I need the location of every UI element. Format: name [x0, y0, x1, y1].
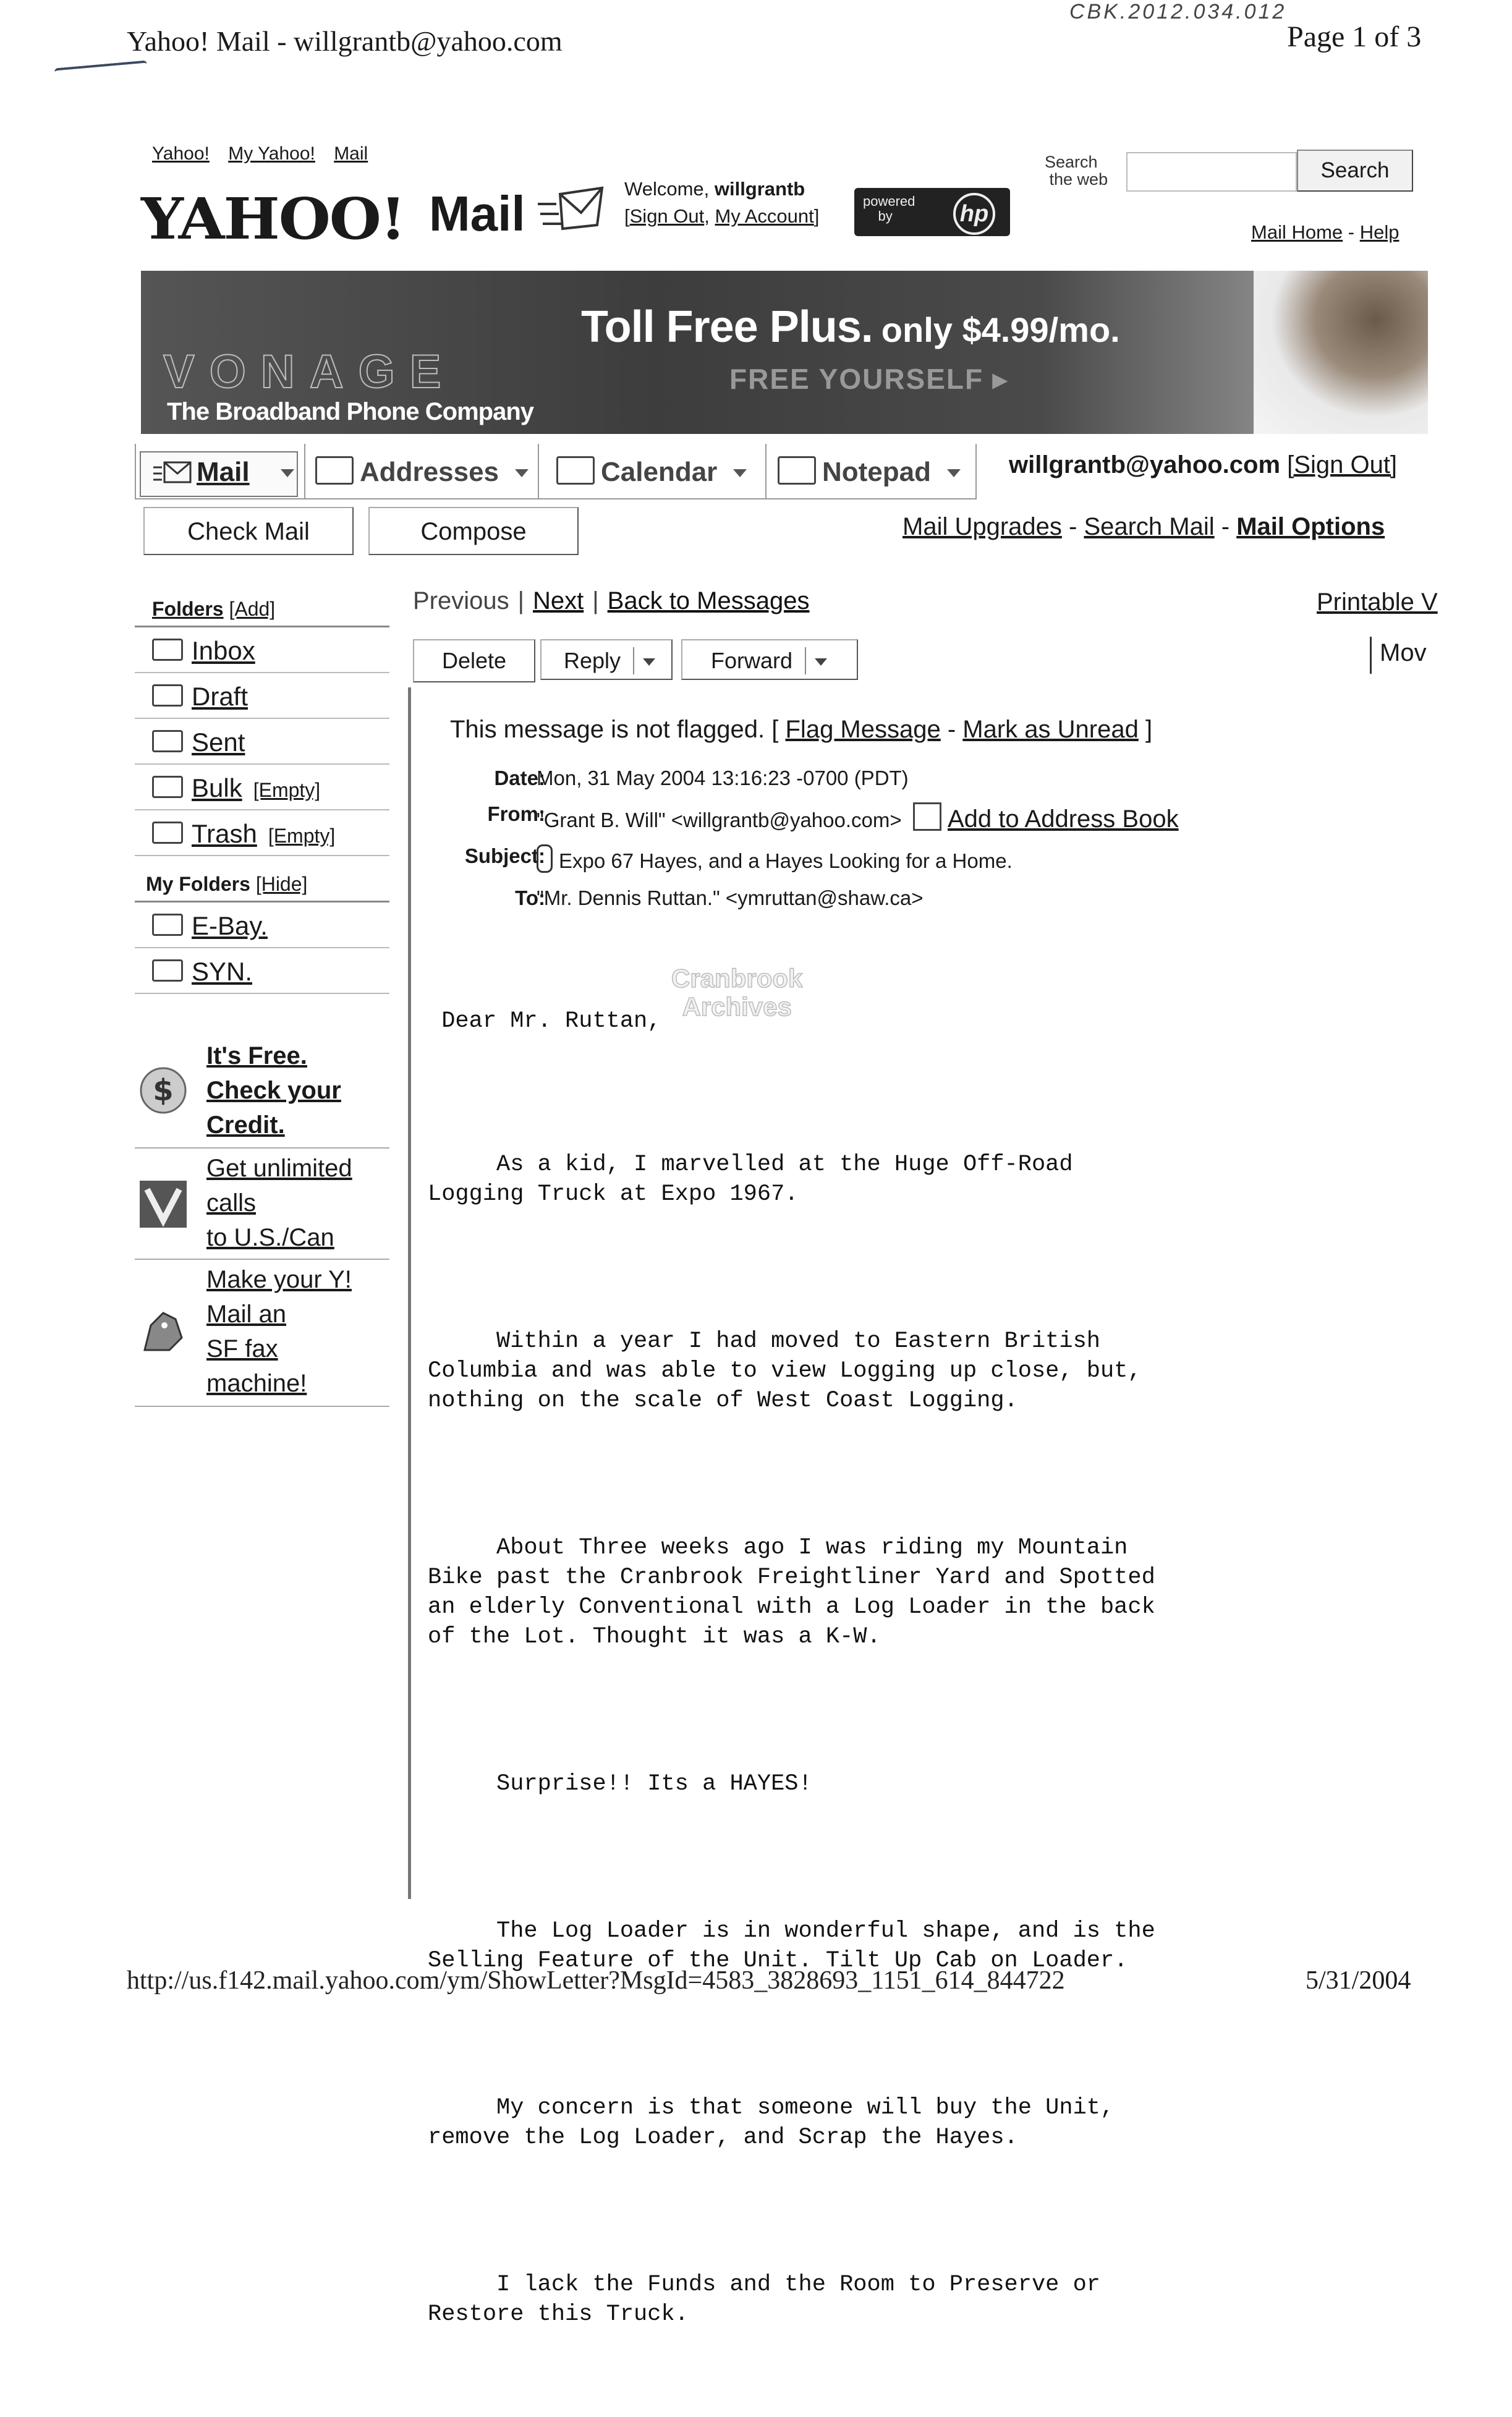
tab-addresses-label: Addresses — [360, 457, 499, 487]
header-subject — [0, 844, 1512, 873]
flag-message-link[interactable]: Flag Message — [785, 716, 941, 743]
watermark-line2: Archives — [682, 992, 792, 1021]
tab-mail[interactable] — [153, 444, 294, 498]
body-paragraph: Surprise!! Its a HAYES! — [428, 1771, 812, 1797]
folder-draft[interactable] — [135, 673, 389, 719]
add-to-address-book[interactable] — [913, 805, 1179, 833]
message-body — [428, 947, 1392, 2417]
hp-by: by — [878, 208, 893, 224]
option-links: Mail Upgrades - Search Mail - Mail Options — [903, 513, 1385, 540]
top-links — [152, 143, 381, 164]
search-label — [1045, 153, 1108, 188]
banner-price: only $4.99/mo. — [881, 310, 1120, 349]
mail-link[interactable]: Mail — [334, 143, 368, 164]
promo-fax-line1: Make your Y! — [206, 1266, 352, 1293]
account-info — [1009, 451, 1397, 479]
folder-draft-label: Draft — [192, 682, 248, 711]
delete-button[interactable]: Delete — [413, 639, 535, 682]
promo-calls-line1: Get unlimited — [206, 1155, 352, 1182]
search-mail-link[interactable]: Search Mail — [1084, 513, 1215, 540]
tab-addresses[interactable] — [315, 444, 529, 498]
flag-end: ] — [1138, 716, 1153, 743]
forward-dropdown-icon[interactable] — [815, 658, 827, 666]
welcome-user: willgrantb — [714, 178, 805, 200]
banner-tagline: The Broadband Phone Company — [167, 398, 534, 425]
account-email: willgrantb@yahoo.com — [1009, 451, 1281, 478]
forward-button[interactable] — [681, 639, 858, 680]
promo-credit-line3: Credit. — [206, 1111, 285, 1139]
add-folder-link[interactable]: [Add] — [229, 598, 276, 620]
mail-home-link[interactable]: Mail Home — [1251, 221, 1343, 243]
previous-link[interactable]: Previous — [413, 587, 509, 614]
main-tabs — [135, 444, 977, 499]
reply-dropdown-icon[interactable] — [643, 658, 655, 666]
promo-fax-line4: machine! — [206, 1370, 307, 1397]
tab-calendar-label: Calendar — [601, 457, 718, 487]
draft-folder-icon — [152, 684, 183, 707]
hp-powered: powered — [863, 193, 915, 209]
welcome-prefix: Welcome, — [624, 178, 715, 200]
address-book-icon — [913, 802, 941, 831]
account-sign-out-link[interactable]: [Sign Out] — [1287, 451, 1398, 478]
from-address: "Grant B. Will" <willgrantb@yahoo.com> — [537, 809, 902, 831]
date-value: Mon, 31 May 2004 13:16:23 -0700 (PDT) — [537, 767, 909, 789]
my-yahoo-link[interactable]: My Yahoo! — [228, 143, 315, 164]
to-label: To: — [515, 886, 545, 909]
calendar-icon — [556, 456, 595, 485]
folders-heading-link[interactable]: Folders — [152, 598, 224, 620]
attachment-paperclip-icon — [537, 844, 553, 873]
folder-syn-label: SYN. — [192, 957, 253, 986]
empty-trash-link[interactable]: [Empty] — [268, 825, 336, 847]
svg-text:$: $ — [153, 1073, 174, 1108]
message-nav: Previous | Next | Back to Messages — [413, 587, 810, 614]
forward-label: Forward — [711, 648, 793, 673]
notepad-icon — [778, 456, 816, 485]
promo-calls-line2: calls — [206, 1189, 257, 1217]
mail-icon — [153, 460, 192, 485]
promo-fax[interactable] — [135, 1262, 389, 1407]
folder-syn[interactable] — [135, 948, 389, 994]
yahoo-logo[interactable]: YAHOO! — [141, 185, 406, 252]
mail-options-link[interactable]: Mail Options — [1236, 513, 1385, 540]
fax-creature-icon — [138, 1307, 188, 1356]
add-to-address-book-link: Add to Address Book — [948, 805, 1179, 833]
banner-photo — [1254, 271, 1428, 434]
tab-calendar-dropdown-icon[interactable] — [733, 469, 747, 477]
mail-logo: Mail — [429, 186, 525, 241]
from-label: From: — [487, 802, 545, 825]
vonage-v-icon — [138, 1179, 188, 1229]
printable-view-link[interactable]: Printable V — [1317, 588, 1438, 616]
body-paragraph: The Log Loader is in wonderful shape, and is the Selling Feature of the Unit. Tilt Up Cab on Loader. — [428, 1918, 1155, 1974]
move-to-folder-select[interactable]: Mov — [1380, 639, 1427, 666]
body-paragraph: Within a year I had moved to Eastern British Columbia and was able to view Logging up close, but, nothing on the scale of West Coast Logging. — [428, 1328, 1142, 1414]
folder-bulk-label: Bulk — [192, 773, 242, 802]
folder-trash-label: Trash — [192, 819, 257, 848]
tab-mail-dropdown-icon[interactable] — [281, 469, 294, 477]
banner-cta[interactable]: FREE YOURSELF ▸ — [729, 363, 1008, 395]
body-paragraph: As a kid, I marvelled at the Huge Off-Road Logging Truck at Expo 1967. — [428, 1152, 1073, 1207]
dollar-coin-icon — [138, 1066, 188, 1115]
hide-folders-link[interactable]: [Hide] — [255, 873, 308, 895]
sign-out-link[interactable]: Sign Out — [629, 205, 705, 227]
vonage-banner-ad[interactable] — [141, 271, 1428, 434]
page-number: Page 1 of 3 — [1287, 20, 1422, 53]
promo-fax-line2: Mail an — [206, 1301, 286, 1328]
yahoo-link[interactable]: Yahoo! — [152, 143, 210, 164]
to-value: "Mr. Dennis Ruttan." <ymruttan@shaw.ca> — [537, 886, 924, 909]
help-link[interactable]: Help — [1359, 221, 1399, 243]
envelope-logo-icon — [538, 185, 606, 235]
sent-folder-icon — [152, 730, 183, 752]
folder-sent-label: Sent — [192, 728, 245, 757]
folder-sent[interactable] — [135, 719, 389, 765]
from-value — [537, 802, 1179, 833]
promo-fax-line3: SF fax — [206, 1335, 278, 1362]
header-to — [0, 886, 1512, 915]
promo-credit-line2: Check your — [206, 1077, 341, 1104]
welcome-block: Welcome, willgrantb [Sign Out, My Account] — [624, 178, 820, 227]
search-button[interactable]: Search — [1297, 150, 1413, 192]
mark-unread-link[interactable]: Mark as Unread — [962, 716, 1139, 743]
body-paragraph: About Three weeks ago I was riding my Mountain Bike past the Cranbrook Freightliner Yard and Spotted an elderly Conventional with a Log Loader in the back of the Lot. Thought it was a K-W. — [428, 1535, 1155, 1650]
mail-home-links: Mail Home - Help — [1251, 221, 1399, 243]
body-paragraph: I lack the Funds and the Room to Preserve or Restore this Truck. — [428, 2272, 1100, 2327]
reply-label: Reply — [564, 648, 621, 673]
folders-header — [135, 587, 389, 627]
header-from — [0, 802, 1512, 833]
empty-bulk-link[interactable]: [Empty] — [253, 779, 321, 801]
folder-ebay-label: E-Bay. — [192, 911, 268, 940]
subject-label: Subject: — [464, 844, 545, 867]
tab-notepad-dropdown-icon[interactable] — [947, 469, 961, 477]
watermark-line1: Cranbrook — [671, 964, 803, 993]
tab-mail-label: Mail — [197, 457, 250, 487]
folder-inbox[interactable] — [135, 627, 389, 673]
flag-status-text: This message is not flagged. [ — [450, 716, 786, 743]
folder-inbox-label: Inbox — [192, 636, 255, 665]
hp-logo-icon: hp — [953, 193, 995, 235]
tab-addresses-dropdown-icon[interactable] — [515, 469, 529, 477]
print-page-title: Yahoo! Mail - willgrantb@yahoo.com — [127, 25, 563, 57]
tab-calendar[interactable] — [556, 444, 747, 498]
next-link[interactable]: Next — [533, 587, 584, 614]
folder-icon — [152, 914, 183, 936]
promo-calls[interactable] — [135, 1151, 389, 1260]
search-input[interactable] — [1126, 152, 1297, 192]
mail-upgrades-link[interactable]: Mail Upgrades — [903, 513, 1062, 540]
my-account-link[interactable]: My Account — [715, 205, 814, 227]
flag-status — [450, 716, 1152, 744]
archive-watermark — [671, 964, 802, 1021]
check-mail-button[interactable]: Check Mail — [143, 507, 354, 555]
tab-notepad[interactable] — [778, 444, 961, 498]
search-label-line1: Search — [1045, 153, 1098, 171]
banner-brand: VONAGE — [163, 346, 456, 398]
pen-mark — [54, 60, 147, 75]
body-paragraph: My concern is that someone will buy the Unit, remove the Log Loader, and Scrap the Hayes. — [428, 2095, 1115, 2151]
date-label: Date: — [494, 767, 545, 789]
promo-calls-line3: to U.S./Can — [206, 1224, 334, 1251]
subject-value — [537, 844, 1013, 873]
folder-icon — [152, 959, 183, 982]
promo-credit-line1: It's Free. — [206, 1042, 307, 1069]
tab-notepad-label: Notepad — [822, 457, 931, 487]
addresses-icon — [315, 456, 354, 485]
body-paragraph: Dear Mr. Ruttan, — [428, 1008, 661, 1034]
catalog-note: CBK.2012.034.012 — [1069, 0, 1287, 23]
powered-by-hp-badge[interactable] — [854, 188, 1010, 236]
reply-button[interactable] — [540, 639, 673, 680]
banner-offer-title: Toll Free Plus. — [581, 302, 873, 352]
header-date — [0, 767, 1512, 795]
back-to-messages-link[interactable]: Back to Messages — [607, 587, 810, 614]
banner-offer — [581, 302, 1120, 352]
flag-dash: - — [940, 716, 963, 743]
search-label-line2: the web — [1049, 170, 1108, 189]
promo-credit[interactable] — [135, 1039, 389, 1149]
subject-text: Expo 67 Hayes, and a Hayes Looking for a Home. — [559, 849, 1013, 872]
my-folders-heading: My Folders — [146, 873, 250, 895]
inbox-folder-icon — [152, 639, 183, 661]
compose-button[interactable]: Compose — [368, 507, 579, 555]
footer-url: http://us.f142.mail.yahoo.com/ym/ShowLetter?MsgId=4583_3828693_1151_614_844722 — [127, 1966, 1065, 1995]
footer-date: 5/31/2004 — [1306, 1966, 1411, 1995]
